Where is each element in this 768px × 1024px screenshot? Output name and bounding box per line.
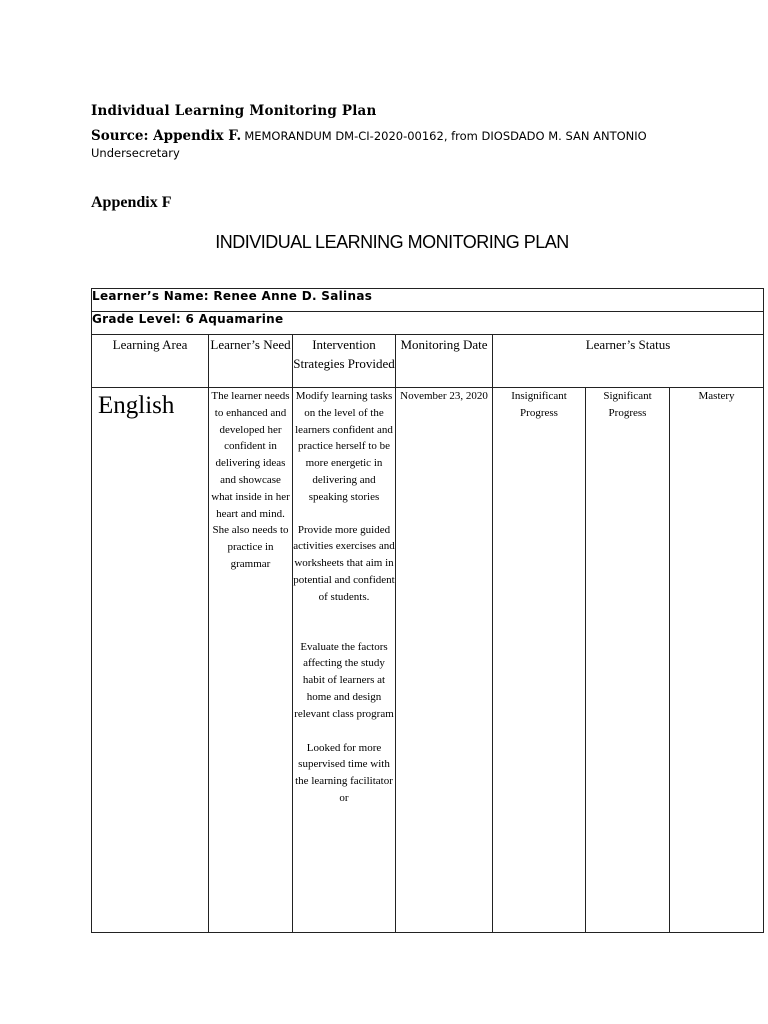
source-continuation: Undersecretary	[91, 146, 180, 160]
strategy-3: Evaluate the factors affecting the study habit of learners at home and design relevant class program	[294, 640, 394, 720]
table-header-row	[92, 335, 764, 388]
header-learning-area: Learning Area	[92, 335, 209, 388]
learner-name: Learner’s Name: Renee Anne D. Salinas	[92, 289, 373, 303]
table-row	[92, 388, 764, 933]
strategy-4: Looked for more supervised time with the learning facilitator or	[295, 741, 393, 804]
grade-level: Grade Level: 6 Aquamarine	[92, 312, 284, 326]
learning-area-cell: English	[92, 388, 209, 933]
monitoring-date-cell: November 23, 2020	[396, 388, 493, 933]
grade-level-row	[92, 312, 764, 335]
learner-name-row	[92, 289, 764, 312]
header-monitoring-date: Monitoring Date	[396, 335, 493, 388]
strategies-cell	[293, 388, 396, 933]
learners-need-cell: The learner needs to enhanced and developed her confident in delivering ideas and showcase what inside in her heart and mind. She also needs to practice in grammar	[209, 388, 293, 933]
monitoring-plan-table	[91, 288, 764, 933]
status-mastery-cell: Mastery	[670, 388, 764, 933]
header-learners-need: Learner’s Need	[209, 335, 293, 388]
header-learners-status: Learner’s Status	[493, 335, 764, 388]
document-title: Individual Learning Monitoring Plan	[91, 103, 377, 119]
status-significant-cell: Significant Progress	[586, 388, 670, 933]
strategy-2: Provide more guided activities exercises and worksheets that aim in potential and confident of students.	[293, 523, 395, 603]
status-insignificant-cell: Insignificant Progress	[493, 388, 586, 933]
source-label: Source: Appendix F.	[91, 128, 242, 144]
header-strategies: Intervention Strategies Provided	[293, 335, 396, 388]
page-title: INDIVIDUAL LEARNING MONITORING PLAN	[215, 232, 569, 252]
appendix-heading: Appendix F	[91, 194, 172, 211]
strategy-1: Modify learning tasks on the level of the learners confident and practice herself to be more energetic in delivering and speaking stories	[295, 390, 393, 503]
source-line	[91, 128, 647, 144]
source-memo-text: MEMORANDUM DM-CI-2020-00162, from DIOSDADO M. SAN ANTONIO	[244, 129, 647, 143]
